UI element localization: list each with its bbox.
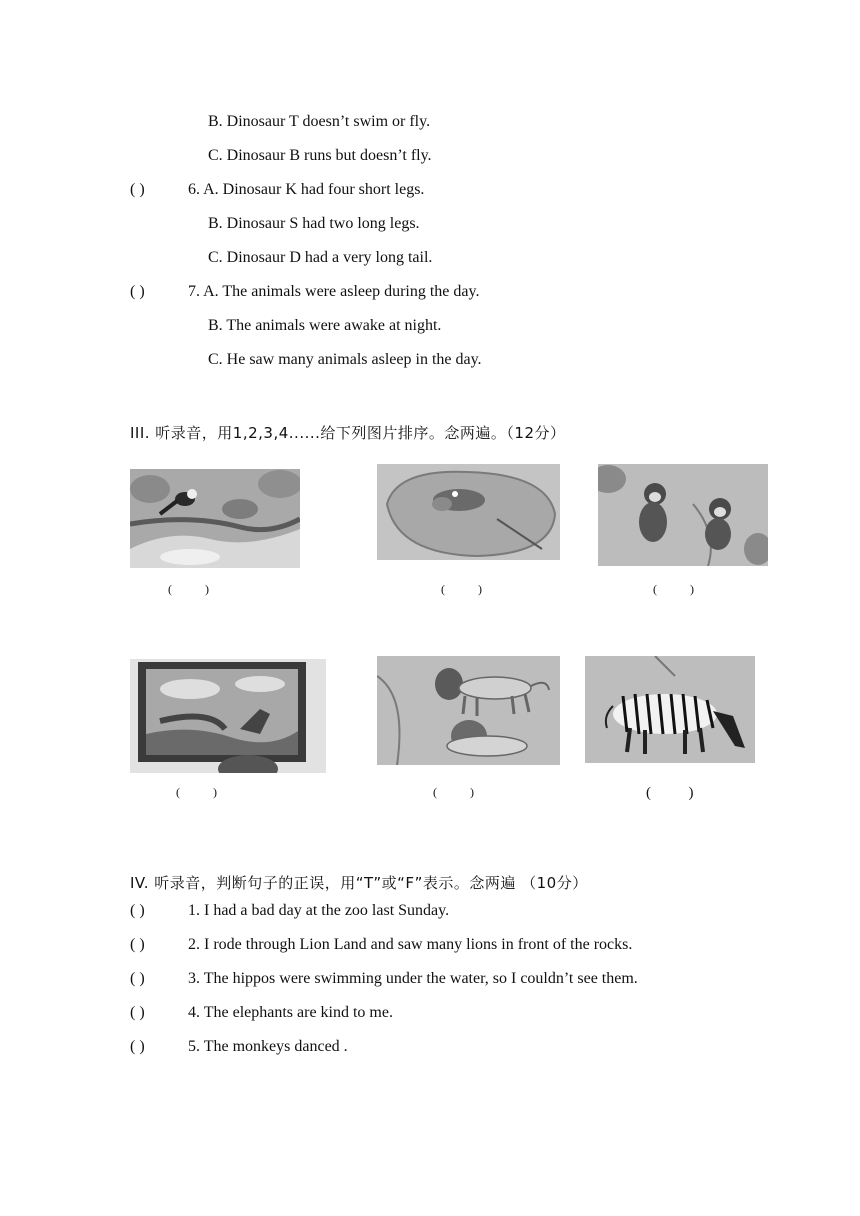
section-heading: IV. 听录音，判断句子的正误，用“T”或“F”表示。念两遍 （10分）: [130, 874, 588, 892]
option-text: B. Dinosaur T doesn’t swim or fly.: [208, 113, 431, 130]
picture-order-blank[interactable]: ( ): [433, 785, 474, 799]
option-text: B. The animals were awake at night.: [208, 317, 442, 334]
answer-blank[interactable]: ( ): [130, 1004, 145, 1021]
dinosaur-tv-picture: [130, 659, 326, 773]
monkeys-picture: [598, 464, 768, 566]
answer-blank[interactable]: ( ): [130, 1038, 145, 1055]
statement-text: 1. I had a bad day at the zoo last Sunday.: [188, 902, 450, 919]
answer-blank[interactable]: ( ): [130, 936, 145, 953]
zebra-picture: [585, 656, 755, 763]
option-text: C. Dinosaur B runs but doesn’t fly.: [208, 147, 432, 164]
option-text: C. He saw many animals asleep in the day.: [208, 351, 482, 368]
statement-text: 2. I rode through Lion Land and saw many lions in front of the rocks.: [188, 936, 633, 953]
picture-order-blank[interactable]: ( ): [168, 582, 209, 596]
answer-blank[interactable]: ( ): [130, 970, 145, 987]
answer-blank[interactable]: ( ): [130, 181, 145, 198]
picture-order-blank[interactable]: ( ): [441, 582, 482, 596]
statement-text: 5. The monkeys danced .: [188, 1038, 348, 1055]
option-text: B. Dinosaur S had two long legs.: [208, 215, 420, 232]
picture-order-blank[interactable]: ( ): [646, 785, 694, 801]
answer-blank[interactable]: ( ): [130, 902, 145, 919]
statement-text: 3. The hippos were swimming under the water, so I couldn’t see them.: [188, 970, 638, 987]
hippo-in-water-picture: [377, 464, 560, 560]
bird-in-tree-picture: [130, 469, 300, 568]
question-text: 7. A. The animals were asleep during the day.: [188, 283, 480, 300]
statement-text: 4. The elephants are kind to me.: [188, 1004, 393, 1021]
picture-order-blank[interactable]: ( ): [176, 785, 217, 799]
answer-blank[interactable]: ( ): [130, 283, 145, 300]
question-text: 6. A. Dinosaur K had four short legs.: [188, 181, 425, 198]
option-text: C. Dinosaur D had a very long tail.: [208, 249, 433, 266]
picture-order-blank[interactable]: ( ): [653, 582, 694, 596]
section-heading: III. 听录音，用1,2,3,4......给下列图片排序。念两遍。（12分）: [130, 424, 566, 442]
lions-picture: [377, 656, 560, 765]
